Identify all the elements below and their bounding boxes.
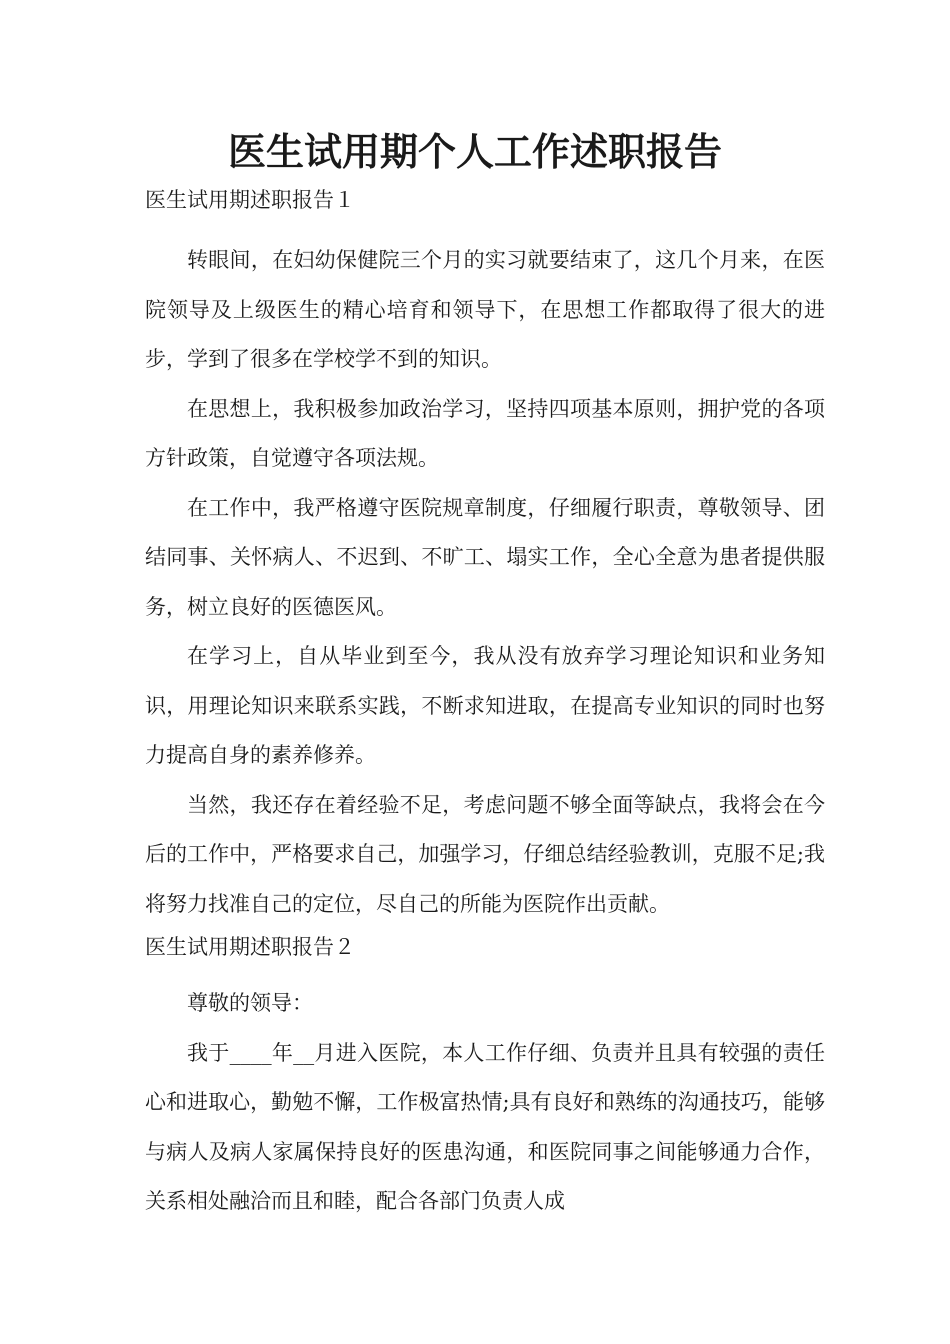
section-heading: 医生试用期述职报告１	[145, 188, 355, 212]
paragraph: 转眼间，在妇幼保健院三个月的实习就要结束了，这几个月来，在医院领导及上级医生的精心培育和领导下，在思想工作都取得了很大的进步，学到了很多在学校学不到的知识。	[145, 248, 825, 371]
document-title: 医生试用期个人工作述职报告	[227, 130, 722, 174]
paragraph: 在学习上，自从毕业到至今，我从没有放弃学习理论知识和业务知识，用理论知识来联系实践，不断求知进取，在提高专业知识的同时也努力提高自身的素养修养。	[145, 644, 825, 767]
document-body	[145, 184, 825, 1227]
section-heading: 医生试用期述职报告２	[145, 935, 355, 959]
paragraph: 当然，我还存在着经验不足，考虑问题不够全面等缺点，我将会在今后的工作中，严格要求自己，加强学习，仔细总结经验教训，克服不足;我将努力找准自己的定位，尽自己的所能为医院作出贡献。	[145, 792, 825, 916]
salutation: 尊敬的领导：	[187, 991, 313, 1015]
paragraph: 在工作中，我严格遵守医院规章制度，仔细履行职责，尊敬领导、团结同事、关怀病人、不迟到、不旷工、塌实工作，全心全意为患者提供服务，树立良好的医德医风。	[145, 495, 825, 619]
paragraph: 我于____年__月进入医院，本人工作仔细、负责并且具有较强的责任心和进取心，勤勉不懈，工作极富热情;具有良好和熟练的沟通技巧，能够与病人及病人家属保持良好的医患沟通，和医院同事之间能够通力合作，关系相处融洽而且和睦，配合各部门负责人成	[145, 1040, 825, 1213]
paragraph: 在思想上，我积极参加政治学习，坚持四项基本原则，拥护党的各项方针政策，自觉遵守各项法规。	[145, 396, 825, 470]
